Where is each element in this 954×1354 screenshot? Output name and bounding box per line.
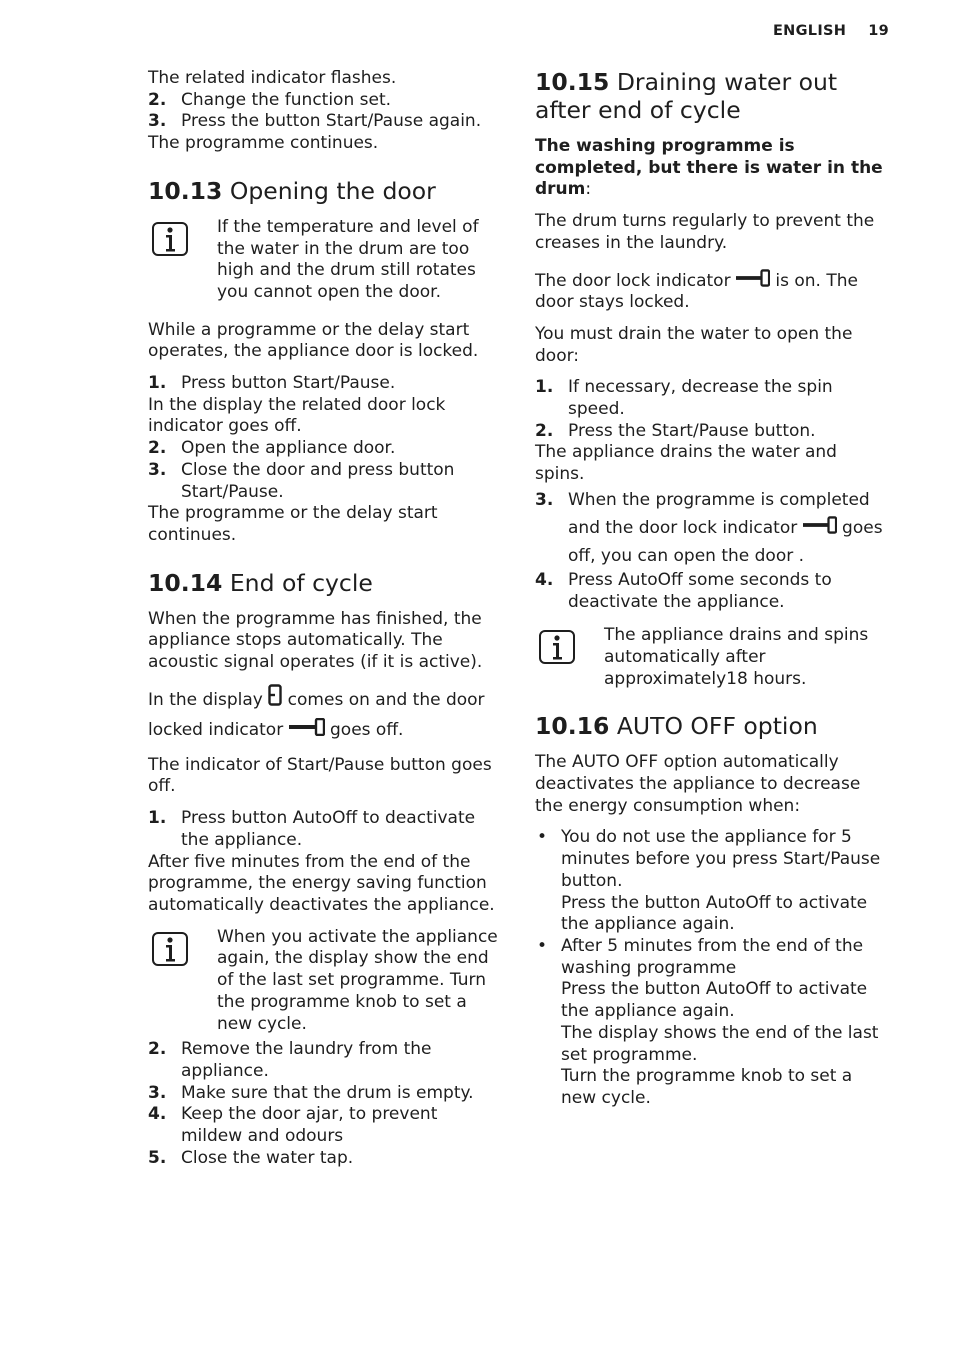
- bullet-item: • After 5 minutes from the end of the washing programme Press the button AutoOff to activate the appliance again. The display shows the end of the last set programme. Turn the programme knob to set a new cycle.: [537, 935, 879, 1108]
- info-note-end-cycle: When you activate the appliance again, the display show the end of the last set programme. Turn the programme knob to set a new cycle.: [148, 927, 500, 1036]
- heading-10-15: 10.15 Draining water out after end of cycle: [535, 68, 838, 124]
- step-3: 3. Close the door and press button Start/Pause.: [148, 459, 455, 502]
- drum-turns-text: The drum turns regularly to prevent the creases in the laundry.: [535, 211, 875, 253]
- heading-10-13: 10.13 Opening the door: [148, 176, 436, 205]
- intro-step-3: 3. Press the button Start/Pause again.: [148, 111, 482, 132]
- step-2: 2. Remove the laundry from the appliance.: [148, 1039, 432, 1081]
- step-4: 4. Press AutoOff some seconds to deactivate the appliance.: [535, 569, 832, 612]
- intro-text: The related indicator flashes.: [148, 68, 397, 88]
- step-5: 5. Close the water tap.: [148, 1147, 354, 1168]
- heading-10-16: 10.16 AUTO OFF option: [535, 712, 818, 741]
- door-lock-icon: [736, 269, 770, 287]
- step-3: 3. When the programme is completed and the door lock indicator goes off, you can open the door .: [535, 489, 883, 566]
- heading-10-14: 10.14 End of cycle: [148, 568, 373, 597]
- end-cycle-text: When the programme has finished, the appliance stops automatically. The acoustic signal operates (if it is active).: [148, 608, 483, 673]
- step-2: 2. Open the appliance door.: [148, 438, 396, 459]
- step-1: 1. Press button Start/Pause.: [148, 373, 396, 394]
- auto-off-text: The AUTO OFF option automatically deactivates the appliance to decrease the energy consumption when:: [535, 752, 861, 816]
- door-lock-icon: [803, 516, 837, 534]
- step-1-result: In the display the related door lock indicator goes off.: [148, 394, 446, 437]
- start-pause-indicator-text: The indicator of Start/Pause button goes off.: [148, 754, 492, 797]
- info-icon: [539, 630, 575, 664]
- display-indicator-text: In the display comes on and the door locked indicator goes off.: [148, 684, 500, 745]
- language-label: ENGLISH: [772, 23, 847, 39]
- right-column: [535, 68, 891, 1110]
- info-icon: [152, 932, 188, 966]
- step-1: 1. If necessary, decrease the spin speed.: [535, 377, 833, 420]
- programme-continues: The programme or the delay start continues.: [148, 503, 438, 545]
- left-column: [148, 68, 500, 1169]
- energy-saving-text: After five minutes from the end of the programme, the energy saving function automatically deactivates the appliance.: [148, 851, 495, 915]
- completed-water-text: The washing programme is completed, but there is water in the drum:: [535, 136, 883, 200]
- info-icon: [152, 222, 188, 256]
- door-lock-icon: [289, 718, 325, 736]
- end-display-icon: [268, 684, 282, 706]
- drain-water-text: You must drain the water to open the door:: [535, 323, 853, 366]
- page-number: 19: [868, 23, 889, 39]
- door-locked-text: While a programme or the delay start operates, the appliance door is locked.: [148, 319, 479, 362]
- bullet-item: • You do not use the appliance for 5 minutes before you press Start/Pause button. Press the button AutoOff to activate the appliance again.: [537, 827, 881, 935]
- step-3: 3. Make sure that the drum is empty.: [148, 1082, 474, 1103]
- door-lock-on-text: The door lock indicator is on. The door stays locked.: [535, 270, 858, 313]
- info-note-opening-door: If the temperature and level of the water in the drum are too high and the drum still rotates you cannot open the door.: [148, 217, 500, 304]
- drains-spins-text: The appliance drains the water and spins.: [535, 442, 837, 485]
- intro-step-2: 2. Change the function set.: [148, 89, 392, 110]
- step-2: 2. Press the Start/Pause button.: [535, 420, 816, 441]
- step-1: 1. Press button AutoOff to deactivate the appliance.: [148, 808, 476, 850]
- step-4: 4. Keep the door ajar, to prevent mildew and odours: [148, 1104, 438, 1147]
- intro-continues: The programme continues.: [148, 133, 379, 154]
- info-note-auto-drain: The appliance drains and spins automatically after approximately18 hours.: [535, 625, 891, 690]
- page-header: [773, 23, 889, 39]
